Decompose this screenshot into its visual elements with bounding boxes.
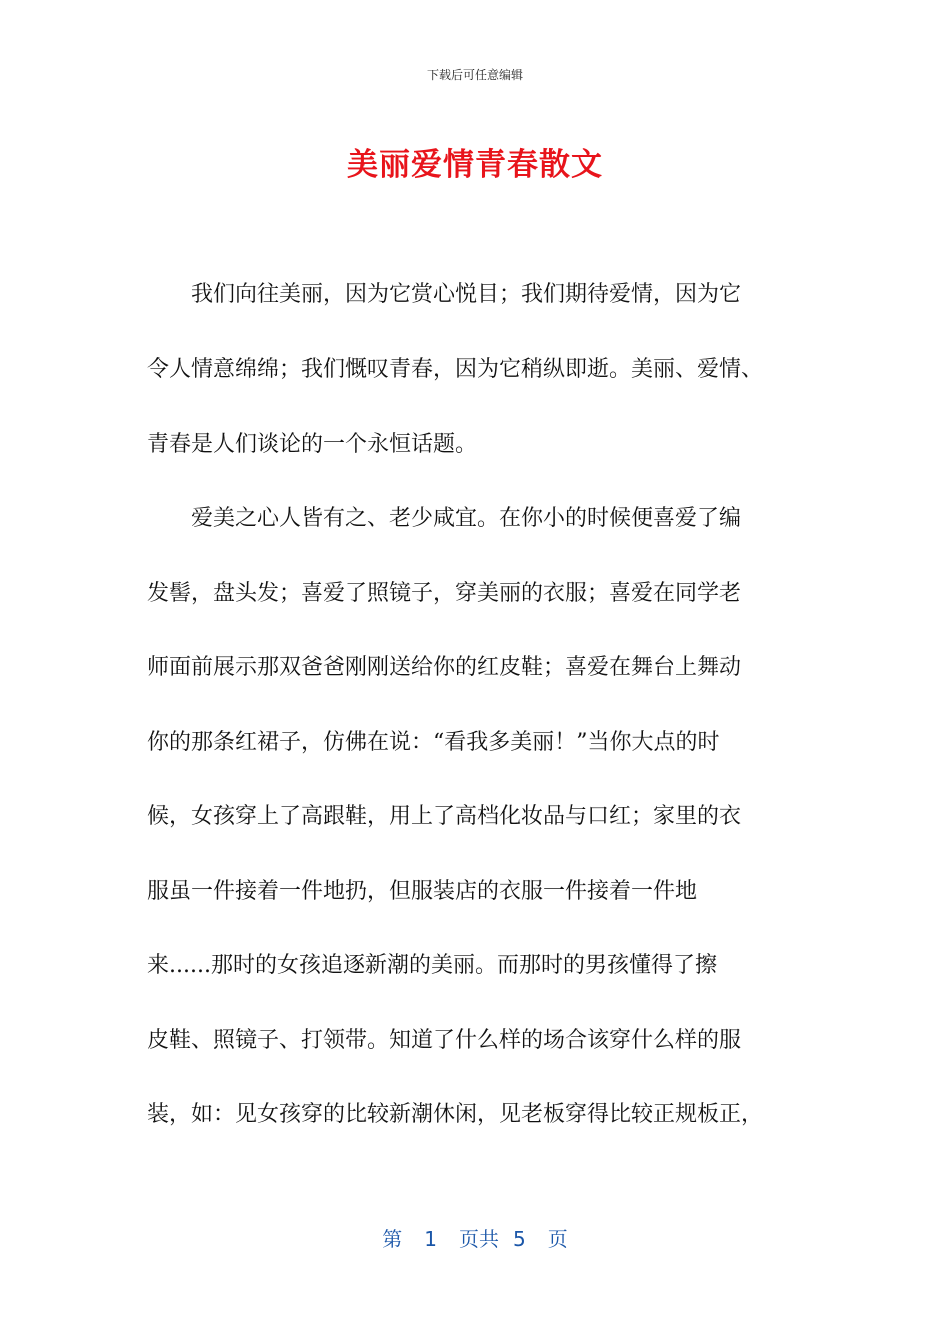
document-title: 美丽爱情青春散文 [347,147,603,183]
footer-suffix: 页 [547,1227,568,1251]
body-line: 令人情意绵绵；我们慨叹青春，因为它稍纵即逝。美丽、爱情、 [147,357,764,382]
page-footer [0,1225,950,1253]
footer-total-pages: 5 [513,1227,526,1251]
body-line: 装，如：见女孩穿的比较新潮休闲，见老板穿得比较正规板正， [147,1102,764,1127]
footer-current-page: 1 [424,1227,437,1251]
body-line: 你的那条红裙子，仿佛在说：“看我多美丽！”当你大点的时 [147,730,720,755]
body-line: 服虽一件接着一件地扔，但服装店的衣服一件接着一件地 [147,879,698,904]
body-line: 我们向往美丽，因为它赏心悦目；我们期待爱情，因为它 [147,282,742,307]
body-line: 发髻，盘头发；喜爱了照镜子，穿美丽的衣服；喜爱在同学老 [147,581,742,606]
footer-prefix: 第 [382,1227,403,1251]
body-line: 皮鞋、照镜子、打领带。知道了什么样的场合该穿什么样的服 [147,1028,742,1053]
body-line: 青春是人们谈论的一个永恒话题。 [147,432,478,457]
body-line: 师面前展示那双爸爸刚刚送给你的红皮鞋；喜爱在舞台上舞动 [147,655,742,680]
footer-middle: 页共 [459,1227,499,1251]
header-note: 下载后可任意编辑 [426,68,523,82]
body-line: 爱美之心人皆有之、老少咸宜。在你小的时候便喜爱了编 [147,506,742,531]
body-line: 候，女孩穿上了高跟鞋，用上了高档化妆品与口红；家里的衣 [147,804,742,829]
body-line: 来......那时的女孩追逐新潮的美丽。而那时的男孩懂得了擦 [147,953,717,978]
